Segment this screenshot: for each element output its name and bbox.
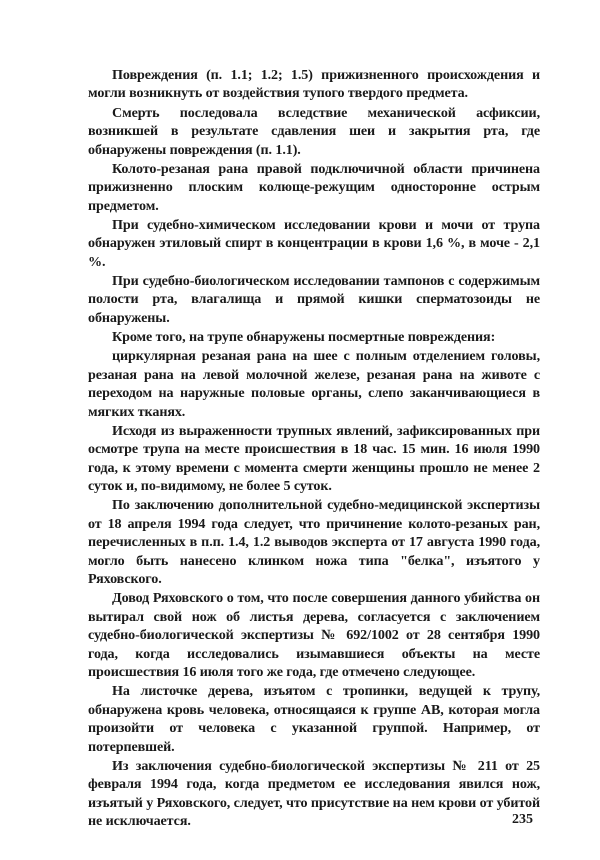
paragraph-12: Из заключения судебно-биологической экспертизы № 211 от 25 февраля 1994 года, когда предметом ее исследования явился нож, изъятый у Ряховского, следует, что присутствие на нем крови от убитой не исключается. — [88, 757, 540, 830]
paragraph-10: Довод Ряховского о том, что после совершения данного убийства он вытирал свой нож об листья дерева, согласуется с заключением судебно-биологической экспертизы № 692/1002 от 28 сентября 1990 года, когда исследовались изымавшиеся объекты на месте происшествия 16 июля того же года, где отмечено следующее. — [88, 590, 540, 681]
paragraph-8: Исходя из выраженности трупных явлений, зафиксированных при осмотре трупа на месте происшествия в 18 час. 15 мин. 16 июля 1990 года, к этому времени с момента смерти женщины прошло не менее 2 суток и, по-видимому, не более 5 суток. — [88, 422, 540, 495]
paragraph-9: По заключению дополнительной судебно-медицинской экспертизы от 18 апреля 1994 года следует, что причинение колото-резаных ран, перечисленных в п.п. 1.4, 1.2 выводов эксперта от 17 августа 1990 года, могло быть нанесено клинком ножа типа "белка", изъятого у Ряховского. — [88, 497, 540, 588]
paragraph-11: На листочке дерева, изъятом с тропинки, ведущей к трупу, обнаружена кровь человека, относящаяся к группе АВ, которая могла произойти от человека с указанной группой. Например, от потерпевшей. — [88, 683, 540, 755]
paragraph-1: Повреждения (п. 1.1; 1.2; 1.5) прижизненного происхождения и могли возникнуть от воздействия тупого твердого предмета. — [88, 67, 540, 102]
paragraph-6: Кроме того, на трупе обнаружены посмертные повреждения: — [112, 329, 496, 346]
paragraph-3: Колото-резаная рана правой подключичной области причинена прижизненно плоским колюще-режущим односторонне острым предметом. — [88, 160, 540, 214]
paragraph-4: При судебно-химическом исследовании крови и мочи от трупа обнаружен этиловый спирт в концентрации в крови 1,6 %, в моче - 2,1 %. — [88, 216, 540, 270]
page-number: 235 — [512, 812, 533, 827]
paragraph-2: Смерть последовала вследствие механической асфиксии, возникшей в результате сдавления шеи и закрытия рта, где обнаружены повреждения (п. 1.1). — [88, 104, 540, 158]
body-text — [88, 66, 540, 831]
paragraph-7: циркулярная резаная рана на шее с полным отделением головы, резаная рана на левой молочной железе, резаная рана на животе с переходом на наружные половые органы, слепо заканчивающиеся в мягких тканях. — [88, 348, 540, 420]
paragraph-5: При судебно-биологическом исследовании тампонов с содержимым полости рта, влагалища и прямой кишки сперматозоиды не обнаружены. — [88, 273, 540, 326]
